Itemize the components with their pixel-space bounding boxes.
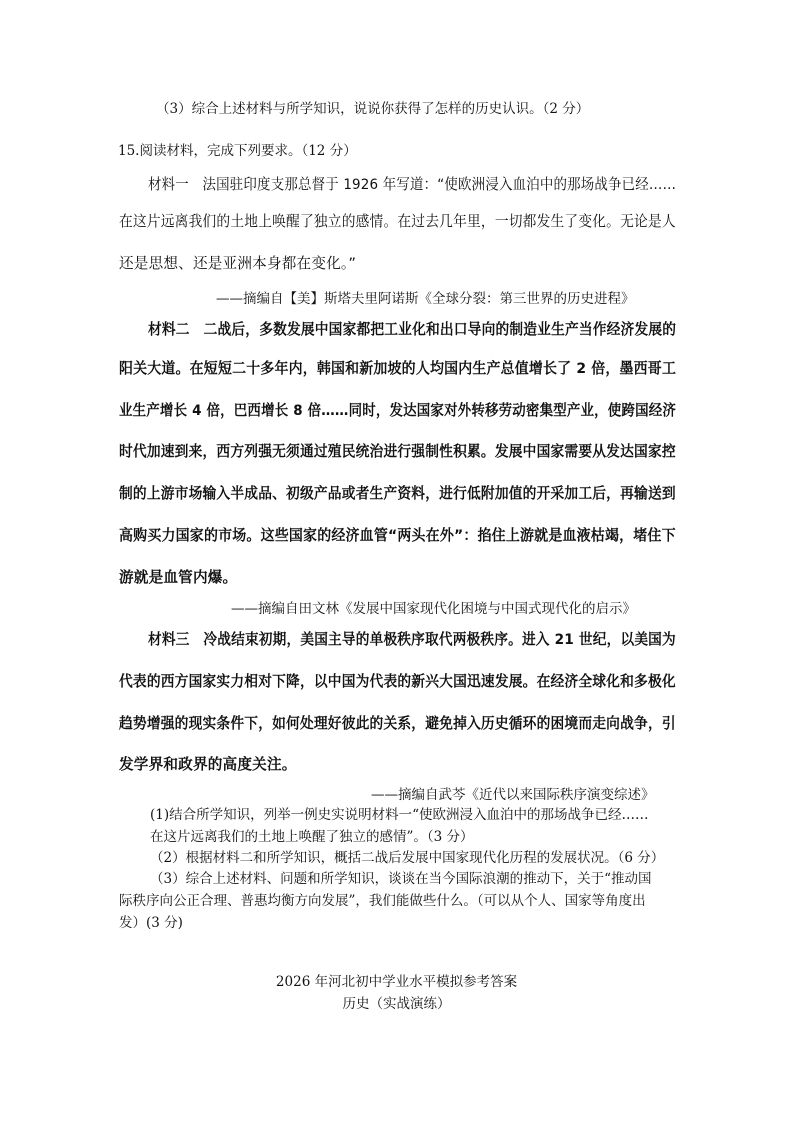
question-3-prev: （3）综合上述材料与所学知识，说说你获得了怎样的历史认识。（2 分） — [156, 101, 590, 117]
material2-line-5: 制的上游市场输入半成品、初级产品或者生产资料，进行低附加值的开采加工后，再输送到 — [119, 485, 676, 502]
material2-line-4: 时代加速到来，西方列强无须通过殖民统治进行强制性积累。发展中国家需要从发达国家控 — [119, 443, 676, 460]
sub-question-2: （2）根据材料二和所学知识，概括二战后发展中国家现代化历程的发展状况。（6 分） — [150, 850, 665, 866]
material3-line-1: 材料三 冷战结束初期，美国主导的单极秩序取代两极秩序。进入 21 世纪，以美国为 — [148, 631, 676, 648]
material2-line-2: 阳关大道。在短短二十多年内，韩国和新加坡的人均国内生产总值增长了 2 倍，墨西哥工 — [119, 360, 677, 377]
answer-subtitle: 历史（实战演练） — [342, 996, 451, 1012]
material3-line-3: 趋势增强的现实条件下，如何处理好彼此的关系，避免掉入历史循环的困境而走向战争，引 — [119, 715, 676, 732]
question-15-title: 15.阅读材料，完成下列要求。（12 分） — [118, 143, 357, 159]
material3-line-4: 发学界和政界的高度关注。 — [119, 756, 297, 773]
material1-line-1: 材料一 法国驻印度支那总督于 1926 年写道：“使欧洲浸入血泊中的那场战争已经…… — [148, 176, 677, 193]
material2-line-3: 业生产增长 4 倍，巴西增长 8 倍……同时，发达国家对外转移劳动密集型产业，使跨国经济 — [119, 402, 677, 419]
sub-question-3-line-3: 发）(3 分) — [119, 915, 183, 931]
sub-question-3-line-1: （3）综合上述材料、问题和所学知识，谈谈在当今国际浪潮的推动下，关于“推动国 — [150, 871, 652, 887]
material1-line-2: 在这片远离我们的土地上唤醒了独立的感情。在过去几年里，一切都发生了变化。无论是人 — [119, 213, 676, 230]
material2-line-7: 游就是血管内爆。 — [119, 569, 238, 586]
sub-question-3-line-2: 际秩序向公正合理、普惠均衡方向发展”，我们能做些什么。（可以从个人、国家等角度出 — [119, 893, 646, 909]
material3-line-2: 代表的西方国家实力相对下降，以中国为代表的新兴大国迅速发展。在经济全球化和多极化 — [119, 673, 676, 690]
material1-line-3: 还是思想、还是亚洲本身都在变化。” — [119, 255, 357, 272]
material2-line-1: 材料二 二战后，多数发展中国家都把工业化和出口导向的制造业生产当作经济发展的 — [148, 321, 677, 338]
sub-question-1-line-2: 在这片远离我们的土地上唤醒了独立的感情”。（3 分） — [150, 829, 474, 845]
material3-source: ——摘编自武芩《近代以来国际秩序演变综述》 — [371, 787, 655, 803]
material1-source: ——摘编自【美】斯塔夫里阿诺斯《全球分裂：第三世界的历史进程》 — [216, 291, 635, 307]
material2-source: ——摘编自田文林《发展中国家现代化困境与中国式现代化的启示》 — [231, 601, 636, 617]
material2-line-6: 高购买力国家的市场。这些国家的经济血管“两头在外”：掐住上游就是血液枯竭，堵住下 — [119, 527, 676, 544]
sub-question-1-line-1: (1)结合所学知识，列举一例史实说明材料一“使欧洲浸入血泊中的那场战争已经…… — [150, 807, 649, 823]
answer-title: 2026 年河北初中学业水平模拟参考答案 — [275, 974, 518, 990]
